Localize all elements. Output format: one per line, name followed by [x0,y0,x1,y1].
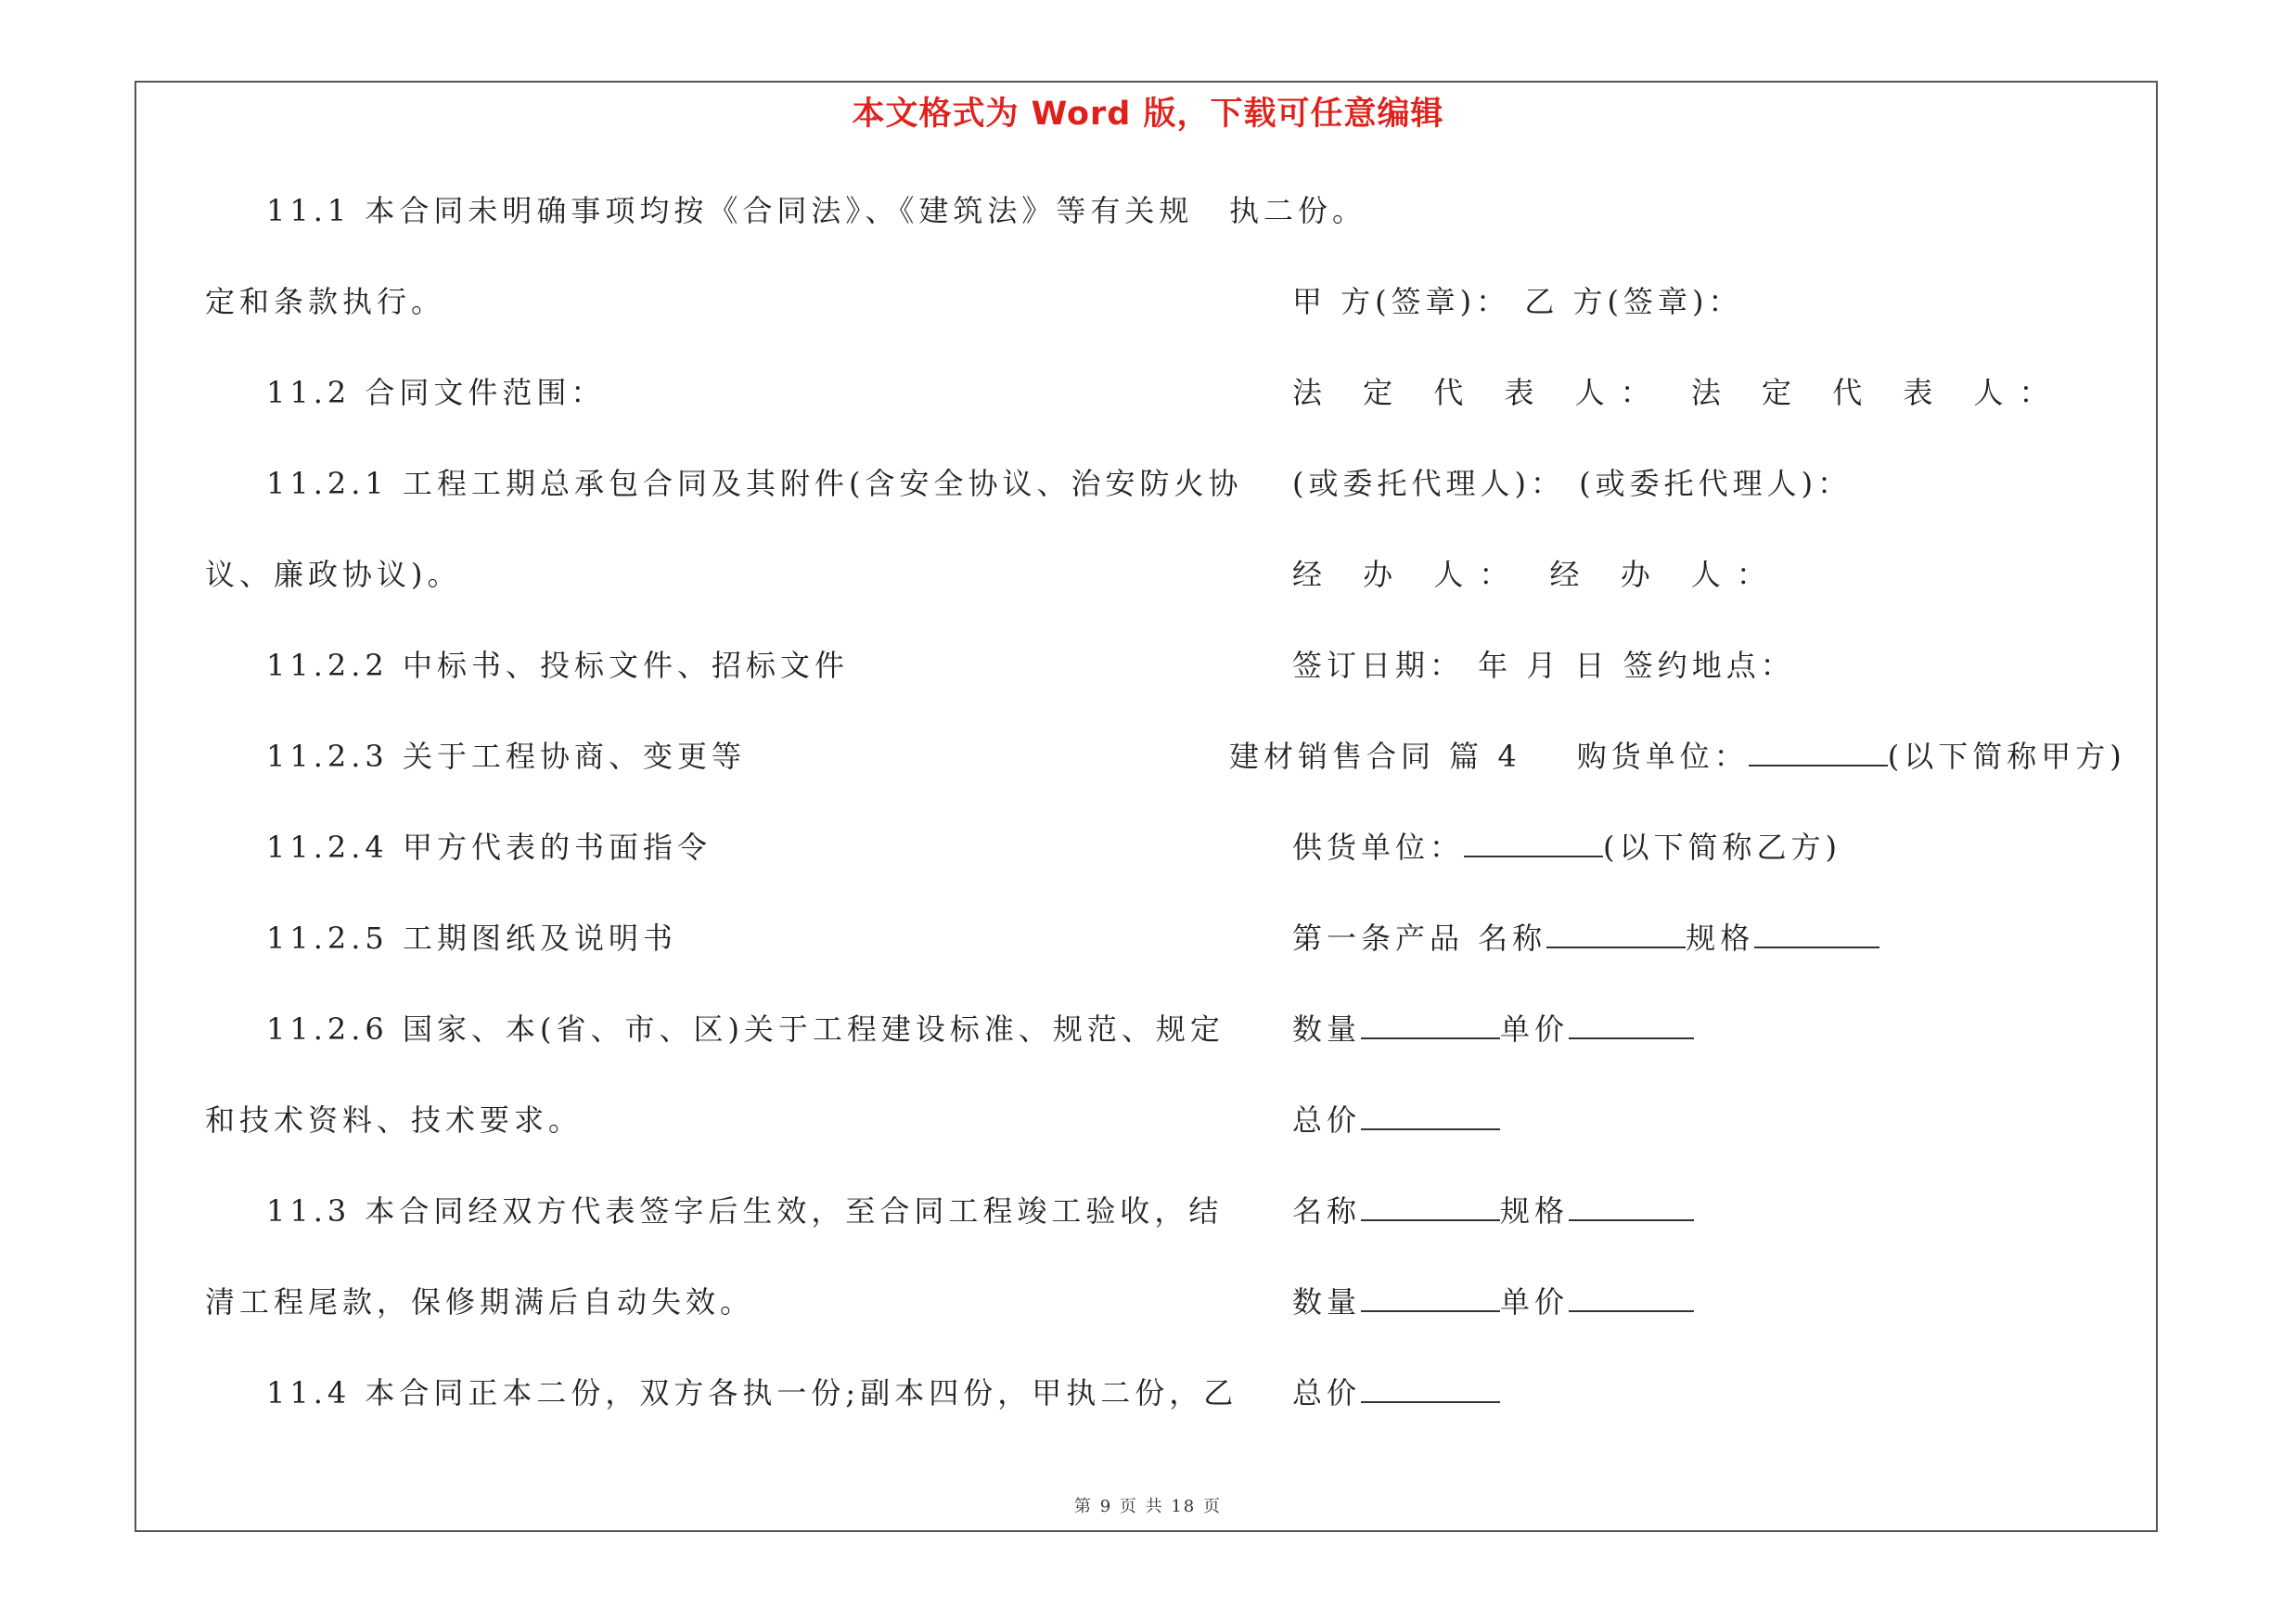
article1-label: 第一条产品 名称 [1292,921,1547,956]
total-blank-2 [1361,1377,1500,1403]
spec-blank-2 [1569,1195,1694,1221]
quantity-blank-2 [1361,1286,1500,1312]
seller-blank [1464,831,1603,857]
buyer-label: 购货单位： [1576,739,1749,774]
total-line-1 [1292,1101,1500,1139]
left-line-10: 11.2.6 国家、本(省、市、区)关于工程建设标准、规范、规定 [266,1011,1225,1047]
total-label-2: 总价 [1292,1375,1362,1410]
name-blank [1546,922,1686,948]
left-line-4: 11.2.1 工程工期总承包合同及其附件(含安全协议、治安防火协 [266,466,1243,501]
quantity-blank [1361,1013,1500,1039]
name-blank-2 [1361,1195,1500,1221]
spec-label: 规格 [1686,921,1755,956]
contract-title: 建材销售合同 篇 4 [1229,739,1521,774]
seller-label: 供货单位： [1292,830,1465,865]
unit-price-label: 单价 [1500,1011,1570,1047]
article1-line [1292,920,1879,957]
quantity-line-2 [1292,1283,1694,1320]
left-line-3: 11.2 合同文件范围： [266,375,606,410]
quantity-label: 数量 [1292,1011,1362,1047]
left-line-14: 11.4 本合同正本二份，双方各执一份;副本四份，甲执二份，乙 [266,1375,1238,1410]
unit-price-label-2: 单价 [1500,1284,1570,1320]
name-label: 名称 [1292,1193,1362,1229]
spec-label-2: 规格 [1500,1193,1570,1229]
left-line-12: 11.3 本合同经双方代表签字后生效，至合同工程竣工验收，结 [266,1193,1224,1229]
handler-line: 经 办 人： 经 办 人： [1292,557,1782,592]
spec-blank [1754,922,1879,948]
agent-line: (或委托代理人)： (或委托代理人)： [1292,466,1853,501]
quantity-label-2: 数量 [1292,1284,1362,1320]
left-line-2: 定和条款执行。 [205,284,446,319]
page-number-footer: 第 9 页 共 18 页 [1074,1497,1222,1516]
left-line-11: 和技术资料、技术要求。 [205,1102,584,1138]
left-line-13: 清工程尾款，保修期满后自动失效。 [205,1284,755,1320]
left-line-6: 11.2.2 中标书、投标文件、招标文件 [266,648,849,683]
left-line-5: 议、廉政协议)。 [205,557,462,592]
sign-date-place-line: 签订日期： 年 月 日 签约地点： [1292,648,1795,683]
right-continued-line: 执二份。 [1229,193,1367,228]
buyer-line [1229,738,2126,775]
total-line-2 [1292,1374,1500,1411]
page-header-notice: 本文格式为 Word 版，下载可任意编辑 [852,96,1444,133]
sign-party-line: 甲 方(签章)： 乙 方(签章)： [1292,284,1743,319]
buyer-blank [1749,741,1888,766]
unit-price-blank [1569,1013,1694,1039]
left-line-7: 11.2.3 关于工程协商、变更等 [266,739,746,774]
name-spec-line-2 [1292,1192,1694,1230]
left-line-8: 11.2.4 甲方代表的书面指令 [266,830,712,865]
legal-rep-line: 法 定 代 表 人： 法 定 代 表 人： [1292,375,2065,410]
buyer-suffix: (以下简称甲方) [1887,739,2126,774]
total-label: 总价 [1292,1102,1362,1138]
left-line-9: 11.2.5 工期图纸及说明书 [266,921,677,956]
unit-price-blank-2 [1569,1286,1694,1312]
total-blank [1361,1104,1500,1130]
left-line-1: 11.1 本合同未明确事项均按《合同法》、《建筑法》等有关规 [266,193,1194,228]
seller-suffix: (以下简称乙方) [1603,830,1841,865]
seller-line [1292,829,1841,866]
quantity-line-1 [1292,1011,1694,1048]
